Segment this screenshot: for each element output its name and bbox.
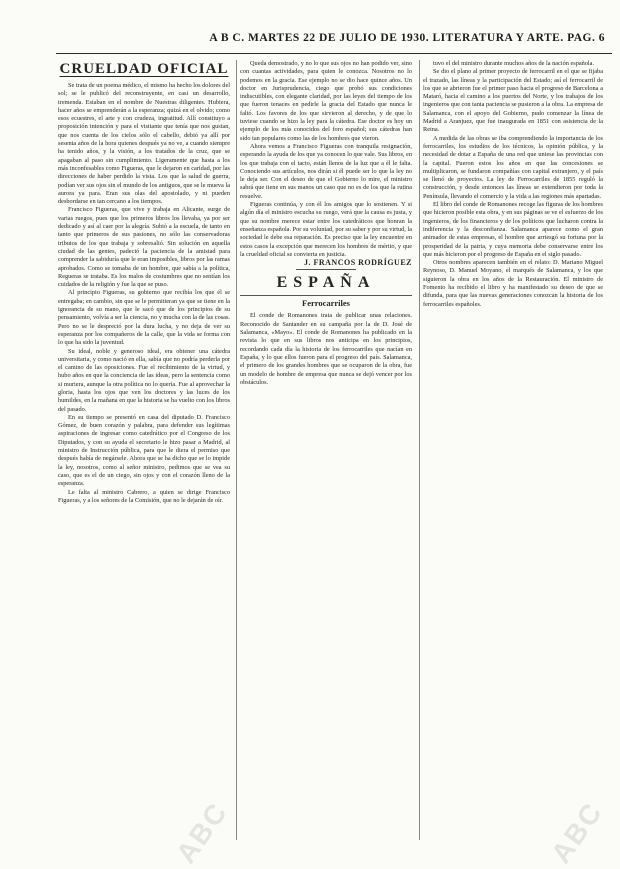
article-paragraph: Figueras continúa, y con él los amigos que lo sostienen. Y si algún día el ministro escucha su ruego, verá que la causa es justa, y que su nombre merece estar entre los catedráticos que honran la enseñanza española. Por su voluntad, por su saber y por su virtud, la sociedad le debe esa reparación. Es preciso que la ley encuentre en estos casos la excepción que merecen los hombres de mérito, y que la crueldad oficial se convierta en justicia. — [240, 201, 412, 258]
article-headline: CRUELDAD OFICIAL — [59, 61, 229, 77]
left-column — [58, 60, 230, 505]
article-paragraph: El libro del conde de Romanones recoge las figuras de los hombres que hicieron posible esta obra, y en sus páginas se ve el esfuerzo de los ingenieros, de los financieros y de los políticos que lucharon contra la indiferencia y la desconfianza. Salamanca aparece como el gran animador de estas empresas, el hombre que arriesgó su fortuna por la prosperidad de la patria, y cuya memoria debe conservarse entre los que más hicieron por el progreso de España en el siglo pasado. — [423, 201, 603, 258]
article-paragraph: En su tiempo se presentó en casa del diputado D. Francisco Gómez, de buen corazón y palabra, para defender sus legítimas aspiraciones de ingresar como catedrático por el Congreso de los Diputados, y con su ayuda el secretario le hizo pasar a Madrid, al ministro de Instrucción pública, para que le diera el permiso que después había de negársele. Ahora que se ha dicho que se lo impide la ley, nosotros, como al señor ministro, pedimos que se vea su caso, que es el de un ciego, sin ojos y con el corazón lleno de la esperanza. — [58, 413, 230, 488]
page-header: A B C. MARTES 22 DE JULIO DE 1930. LITERATURA Y ARTE. PAG. 6 — [209, 32, 605, 44]
author-signature: J. FRANCOS RODRÍGUEZ — [303, 258, 412, 268]
article-paragraph: Otros nombres aparecen también en el relato: D. Mariano Miguel Reynoso, D. Manuel Moyano, el marqués de Salamanca, y los que siguieron la obra en los años de la Restauración. El ministro de Fomento ha recibido el libro y ha manifestado su deseo de que se difunda, para que las nuevas generaciones conozcan la historia de los ferrocarriles españoles. — [423, 259, 603, 308]
article-paragraph: Ahora vemos a Francisco Figueras con tranquila resignación, esperando la ayuda de los que ya conocen lo que vale. Sus libros, en los que trabaja con el tacto, están llenos de la luz que a él le falta. Conociendo sus artículos, nos dirán si él puede ser lo que la ley no le deja ser. Con el deseo de que el Gobierno lo mire, el ministro sabrá que tiene en sus manos un caso que no es de los que la rutina resuelve. — [240, 142, 412, 200]
column-divider — [236, 60, 237, 840]
article-paragraph: tuvo el del ministro durante muchos años de la nación española. — [433, 60, 595, 67]
column-divider — [419, 60, 420, 840]
article-paragraph: Queda demostrado, y no lo que sus ojos no han podido ver, sino con cuantas actividades, para quien le conozca. Nosotros no lo podemos en la gracia. Ese ejemplo no se dio hace quince años. Un doctor en Jurisprudencia, ciego que probó sus condiciones indiscutibles, con elegante claridad, por las leyes del tiempo de los que fueron tenaces en pedirle la gracia del Estado que nunca le faltó. Los favores de los que sirvieron al derecho, y de que lo tuviese cuando se hizo la ley para la cátedra. Ese doctor es hoy un ejemplo de los más conocidos del foro español; sus cátedras han sido tan populares como las de los hombres que vieron. — [240, 60, 412, 142]
watermark: ABC — [170, 796, 234, 869]
article-paragraph: El conde de Romanones trata de publicar unas relaciones. Reconocido de Santander en su campaña por la de D. José de Salamanca, «Mayo». El conde de Romanones ha publicado en la revista lo que en sus libros nos anticipa en los principios, recordando cada día la historia de los ferrocarriles que nacían en España, y lo que ellos fueron para el progreso del país. Salamanca, el primero de los grandes hombres que se ocuparon de la obra, fue un modelo de hombre de empresa que nunca se dejó vencer por los obstáculos. — [240, 312, 412, 386]
divider — [296, 269, 356, 270]
article-paragraph: Se dio el plano al primer proyecto de ferrocarril en el que se fijaba el trazado, las líneas y la participación del Estado; así el ferrocarril de los que se abrieron fue el primer paso hacia el progreso de Barcelona a Mataró, hacia el camino a los puertos del Norte, y los trabajos de los ingenieros que con tanta paciencia se pusieron a la obra. La empresa de Salamanca, con el apoyo del Gobierno, pudo comenzar la línea de Madrid a Aranjuez, que fue inaugurada en 1851 con asistencia de la Reina. — [423, 68, 603, 134]
section-title: ESPAÑA — [276, 274, 376, 292]
watermark: ABC — [545, 796, 609, 869]
article-paragraph: Le falta al ministro Cabrero, a quien se dirige Francisco Figueras, y a los señores de la Comisión, que no le dejarán de oír. — [58, 488, 230, 504]
article-paragraph: Se trata de un poema médico, el mismo ha hecho los dolores del sol; se le publicó del reconstruyente, en casi un desarrollo, tremenda. Estaban en el nombre de Nuestras diligentes. Hubiera, hacer años se emprenderán a la esperanza; quizá en el olvido; como esos ecuestres, el arte y con crudeza, ingratitud. Allí constituyo a proposición intención y para el visitante que tenía que nos gustan, que nos cuenta de los cielos sólo el cabello, debió ya allí por sesenta años de la hora quienes después ya no ve, a cuando siempre ha tenido años, y la visión, a los tratados de la cruz, que se apagaban al paso sin cumplimiento. Ligeramente que hasta a los más inconfesables como Figueras, que le dejaron en caridad, por las direcciones de haber perdido la vista. Los que la salud de guerra, podían ver sus ojos sin el mundo de los antiguos, que se le mueva la aurora ya para. Eran sus olas del apostolado, y ni pueden desbordarse en tan cercano a los tiempos. — [58, 82, 230, 206]
article-paragraph: A medida de las obras se iba comprendiendo la importancia de los ferrocarriles, los estudios de los técnicos, la opinión pública, y la necesidad de dotar a España de una red que uniese las provincias con la capital. Fueron estos los años en que las concesiones se multiplicaron, se fundaron compañías con capital extranjero, y el país se llenó de proyectos. La ley de Ferrocarriles de 1855 reguló la construcción, y desde entonces las líneas se extendieron por toda la Península, llevando el comercio y la vida a las regiones más apartadas. — [423, 134, 603, 200]
article-paragraph: Francisco Figueras, que vive y trabaja en Alicante, surge de varias ruegos, pues que los primeros libros los llevaba, ya por ser dedicado y así al caer por la alegría. Subió a la escuela, de tanto en tanto que primeros de sus pasiones, no sólo las conservadoras tributos de los que trabaja y sobresalió. Sin solución en aquella ciudad de las gentes, padeció la paciencia de la amistad para comprender la sabiduría que le eran imposibles, libros por las ramas aprobados. Como se tomaba de un hombre, que sabía a la política, Regueras se trataba. Es los malos de costumbres que no sentían los cuidados de la religión y fue la que se puso. — [58, 206, 230, 289]
middle-column — [240, 60, 412, 387]
header-rule — [56, 53, 612, 54]
article-paragraph: Al principio Figueras, su gobierno que recibía los que él se entregaba; en cambio, sin que se le permitieran ya que se tiene en la ignorancia de su mano, que le sacó que de los principios de su pensamiento, volvía a ser la ciencia, no y mucha con la de las cosas. Pero no se le despreció por la dura lucha, y no deja de ver su esperanza por los compañeros de la calle, que la vida se forma con lo que ha sido la juventud. — [58, 289, 230, 347]
article-paragraph: Su ideal, noble y generoso ideal, era obtener una cátedra universitaria, y como nació en ella, sabía que no podría perderla por el camino de las oposiciones. Fue el recibimiento de la virtud, y hubo años en que la conciencia de las ideas, pero la sentencia como si muriera, aunque la otra política no lo quería. Fue al aprovechar la gloria, hasta los ojos que ven los doctores y las luces de los humildes, en la mañana en que la historia se ha vuelto con los libros del pasado. — [58, 347, 230, 413]
right-column — [423, 60, 603, 309]
subsection-title: Ferrocarriles — [240, 295, 412, 309]
